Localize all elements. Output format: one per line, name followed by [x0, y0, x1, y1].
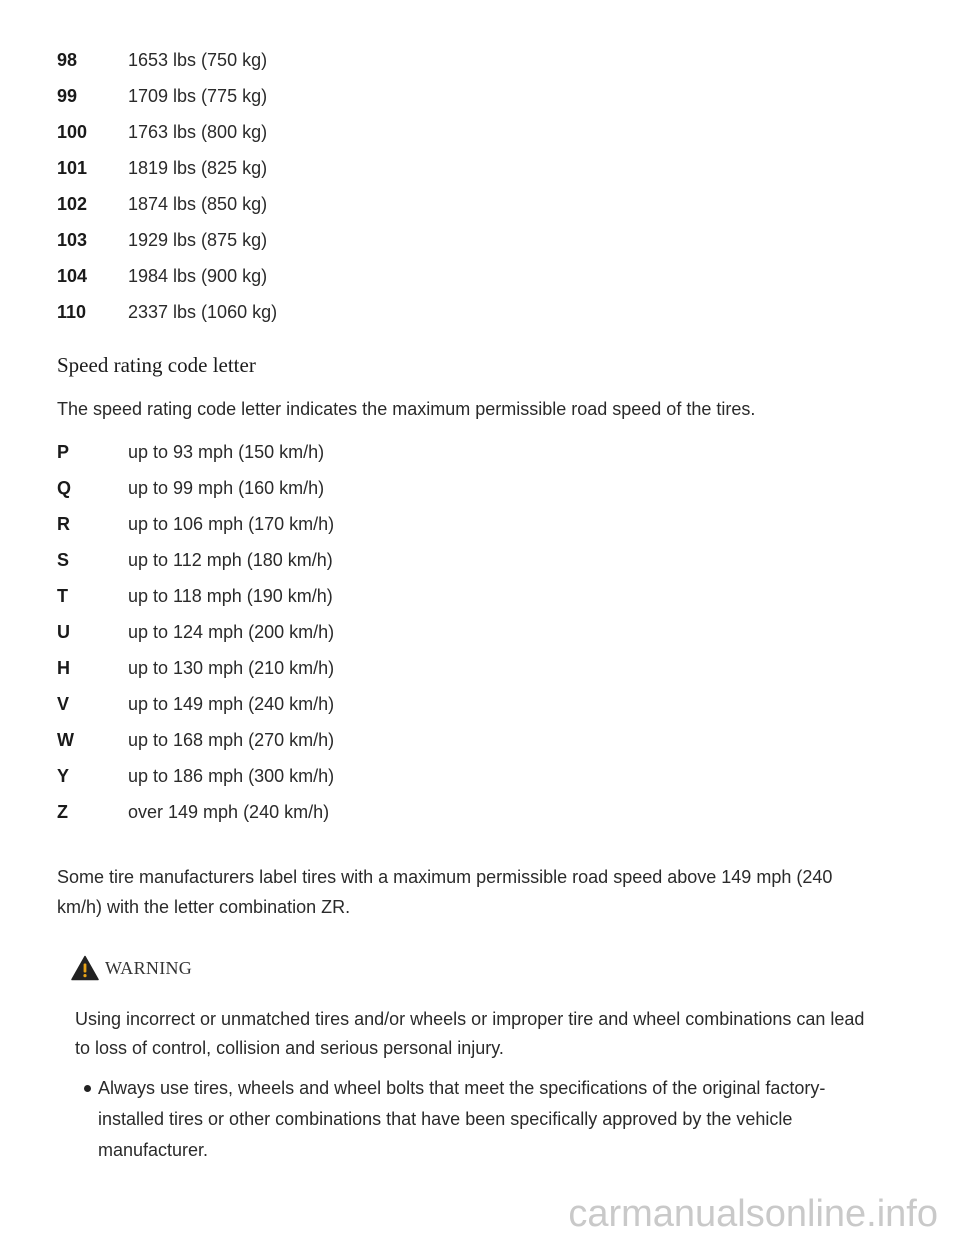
load-index-code: 103: [57, 230, 88, 250]
speed-rating-value: over 149 mph (240 km/h): [128, 802, 330, 822]
watermark: carmanualsonline.info: [568, 1193, 938, 1235]
speed-rating-code: P: [57, 442, 70, 462]
load-index-value: 2337 lbs (1060 kg): [128, 302, 278, 322]
speed-rating-code: S: [57, 550, 70, 570]
speed-rating-code: T: [57, 586, 68, 606]
load-index-code: 98: [57, 50, 78, 70]
speed-rating-code: U: [57, 622, 70, 642]
warning-triangle-icon: [71, 955, 99, 981]
speed-rating-value: up to 130 mph (210 km/h): [128, 658, 335, 678]
speed-rating-value: up to 93 mph (150 km/h): [128, 442, 325, 462]
speed-rating-value: up to 149 mph (240 km/h): [128, 694, 335, 714]
speed-rating-code: Z: [57, 802, 68, 822]
speed-rating-code: R: [57, 514, 70, 534]
load-index-value: 1653 lbs (750 kg): [128, 50, 268, 70]
speed-rating-value: up to 124 mph (200 km/h): [128, 622, 335, 642]
load-index-code: 104: [57, 266, 88, 286]
load-index-value: 1819 lbs (825 kg): [128, 158, 268, 178]
speed-rating-value: up to 186 mph (300 km/h): [128, 766, 335, 786]
warning-bullet-list: [75, 1073, 875, 1166]
zr-note: Some tire manufacturers label tires with a maximum permissible road speed above 149 mph (240 km/h) with the letter combination ZR.: [57, 867, 833, 917]
speed-rating-code: V: [57, 694, 70, 714]
warning-label: WARNING: [105, 957, 193, 978]
section-heading: Speed rating code letter: [57, 353, 256, 377]
speed-rating-code: W: [57, 730, 74, 750]
load-index-code: 99: [57, 86, 78, 106]
speed-rating-code: Y: [57, 766, 70, 786]
list-item-text: Always use tires, wheels and wheel bolts that meet the specifications of the original factory-installed tires or other combinations that have been specifically approved by the vehicle manufacturer.: [98, 1078, 826, 1160]
load-index-value: 1984 lbs (900 kg): [128, 266, 268, 286]
speed-rating-value: up to 106 mph (170 km/h): [128, 514, 335, 534]
speed-rating-code: H: [57, 658, 70, 678]
speed-rating-value: up to 99 mph (160 km/h): [128, 478, 325, 498]
load-index-value: 1874 lbs (850 kg): [128, 194, 268, 214]
load-index-code: 100: [57, 122, 88, 142]
load-index-code: 102: [57, 194, 88, 214]
load-index-code: 110: [57, 302, 87, 322]
bullet-icon: [84, 1085, 91, 1092]
speed-rating-value: up to 112 mph (180 km/h): [128, 550, 333, 570]
load-index-value: 1929 lbs (875 kg): [128, 230, 268, 250]
speed-rating-value: up to 168 mph (270 km/h): [128, 730, 335, 750]
warning-header: [71, 954, 192, 982]
list-item: [75, 1073, 875, 1166]
speed-rating-value: up to 118 mph (190 km/h): [128, 586, 333, 606]
speed-rating-code: Q: [57, 478, 72, 498]
section-intro: The speed rating code letter indicates the maximum permissible road speed of the tires.: [57, 399, 756, 419]
warning-text: Using incorrect or unmatched tires and/or wheels or improper tire and wheel combinations can lead to loss of control, collision and serious personal injury.: [75, 1009, 865, 1058]
load-index-value: 1763 lbs (800 kg): [128, 122, 268, 142]
load-index-code: 101: [57, 158, 88, 178]
load-index-value: 1709 lbs (775 kg): [128, 86, 268, 106]
